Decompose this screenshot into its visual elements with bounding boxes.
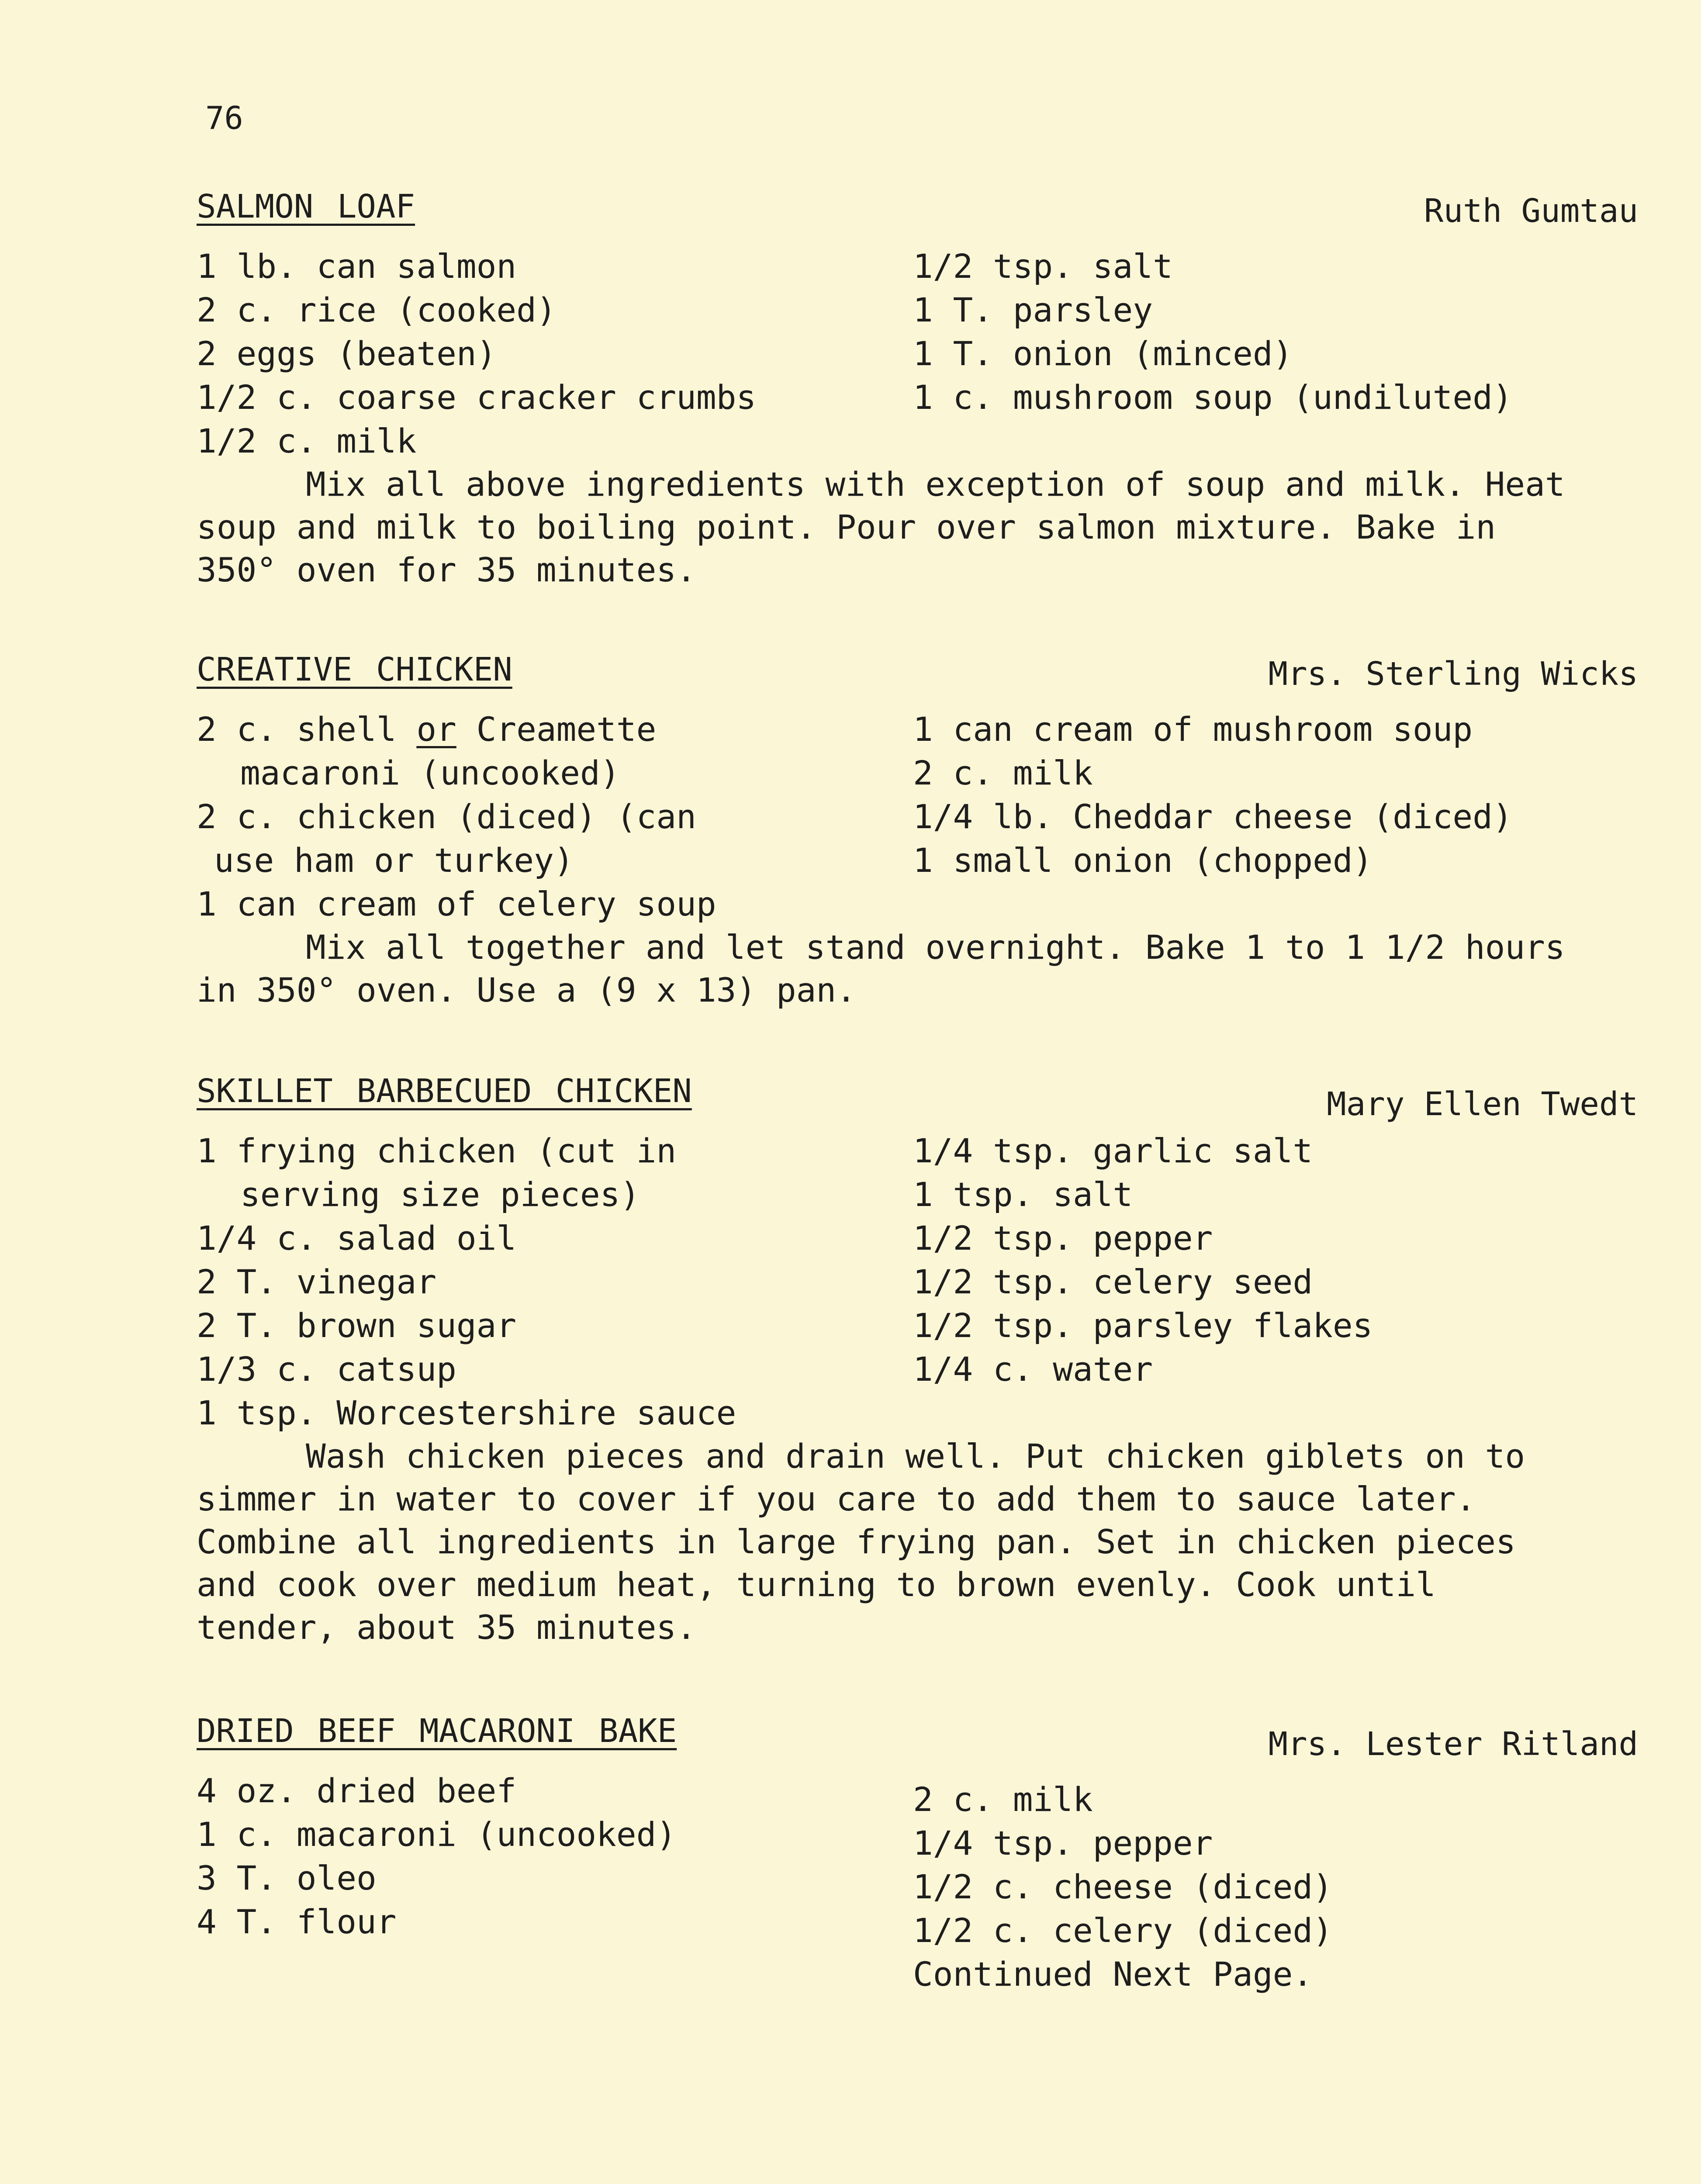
recipe-dried-beef-macaroni-bake [197,1712,1638,1996]
ingredient: 2 c. rice (cooked) [197,290,557,329]
ingredient: 1/2 c. coarse cracker crumbs [197,378,757,417]
recipe-author: Mary Ellen Twedt [1327,1085,1638,1123]
ingredient: 1/2 tsp. celery seed [913,1262,1313,1301]
recipe-title: SALMON LOAF [197,188,415,225]
ingredient: 1/4 tsp. pepper [913,1824,1213,1863]
ingredient: 1 tsp. salt [913,1175,1133,1214]
ingredient: 1 tsp. Worcestershire sauce [197,1393,736,1432]
ingredients-left [197,245,913,463]
ingredient: 1/2 c. celery (diced) [913,1911,1333,1950]
recipe-author: Mrs. Sterling Wicks [1268,655,1638,693]
continued-note: Continued Next Page. [913,1955,1313,1994]
recipe-author: Ruth Gumtau [1424,192,1638,230]
ingredient: 1/2 tsp. parsley flakes [913,1306,1373,1345]
ingredient: 1/4 tsp. garlic salt [913,1131,1313,1170]
ingredients-left [197,708,913,926]
ingredients-right [913,1778,1638,1996]
directions: Wash chicken pieces and drain well. Put chicken giblets on to simmer in water to cover if you care to add them to sauce later. Combine all ingredients in large frying pan. Set in chicken pieces and cook over medium heat, turning to brown evenly. Cook until tender, about 35 minutes. [197,1437,1525,1647]
ingredients-left [197,1769,913,1996]
ingredient: 1 small onion (chopped) [913,841,1373,880]
recipe-creative-chicken [197,651,1638,1012]
directions: Mix all together and let stand overnight. Bake 1 to 1 1/2 hours in 350° oven. Use a (9 x 13) pan. [197,928,1565,1009]
ingredient: 1 can cream of mushroom soup [913,710,1473,749]
ingredient: 2 c. milk [913,1780,1093,1819]
ingredient: 4 T. flour [197,1902,397,1941]
ingredient: 2 T. brown sugar [197,1306,517,1345]
recipe-title: DRIED BEEF MACARONI BAKE [197,1712,677,1750]
ingredient: 4 oz. dried beef [197,1771,517,1810]
ingredient: 1 c. macaroni (uncooked) [197,1815,677,1854]
ingredient: 1 T. onion (minced) [913,334,1293,373]
ingredient: 1 frying chicken (cut in [197,1131,677,1170]
recipe-author: Mrs. Lester Ritland [1268,1725,1638,1763]
ingredient: 1/4 lb. Cheddar cheese (diced) [913,797,1513,836]
ingredient: 1 can cream of celery soup [197,885,716,923]
ingredient: 2 c. shell or Creamette [197,710,657,749]
ingredient: use ham or turkey) [214,841,574,880]
recipe-title: SKILLET BARBECUED CHICKEN [197,1072,692,1110]
ingredient: 1/2 tsp. pepper [913,1219,1213,1258]
ingredient: 2 T. vinegar [197,1262,437,1301]
ingredient: 2 c. milk [913,753,1093,792]
page-number: 76 [205,100,243,136]
ingredient: 1 c. mushroom soup (undiluted) [913,378,1513,417]
ingredients-left [197,1129,913,1435]
ingredient: 2 eggs (beaten) [197,334,497,373]
recipe-title: CREATIVE CHICKEN [197,651,512,688]
ingredient: 1/3 c. catsup [197,1350,456,1389]
ingredient: 2 c. chicken (diced) (can [197,797,696,836]
ingredient: serving size pieces) [240,1175,640,1214]
ingredients-right [913,708,1638,926]
ingredients-right [913,245,1638,463]
ingredient: 1/2 c. milk [197,422,417,460]
ingredient: macaroni (uncooked) [240,753,620,792]
ingredient: 1/4 c. water [913,1350,1153,1389]
ingredient: 1 lb. can salmon [197,247,517,286]
ingredient: 1/2 tsp. salt [913,247,1173,286]
recipe-skillet-barbecued-chicken [197,1072,1638,1649]
ingredient: 1 T. parsley [913,290,1153,329]
ingredient: 1/2 c. cheese (diced) [913,1867,1333,1906]
ingredients-right [913,1129,1638,1435]
recipe-salmon-loaf [197,188,1638,591]
ingredient: 1/4 c. salad oil [197,1219,517,1258]
directions: Mix all above ingredients with exception of soup and milk. Heat soup and milk to boiling point. Pour over salmon mixture. Bake in 350° oven for 35 minutes. [197,465,1565,589]
ingredient: 3 T. oleo [197,1859,377,1897]
